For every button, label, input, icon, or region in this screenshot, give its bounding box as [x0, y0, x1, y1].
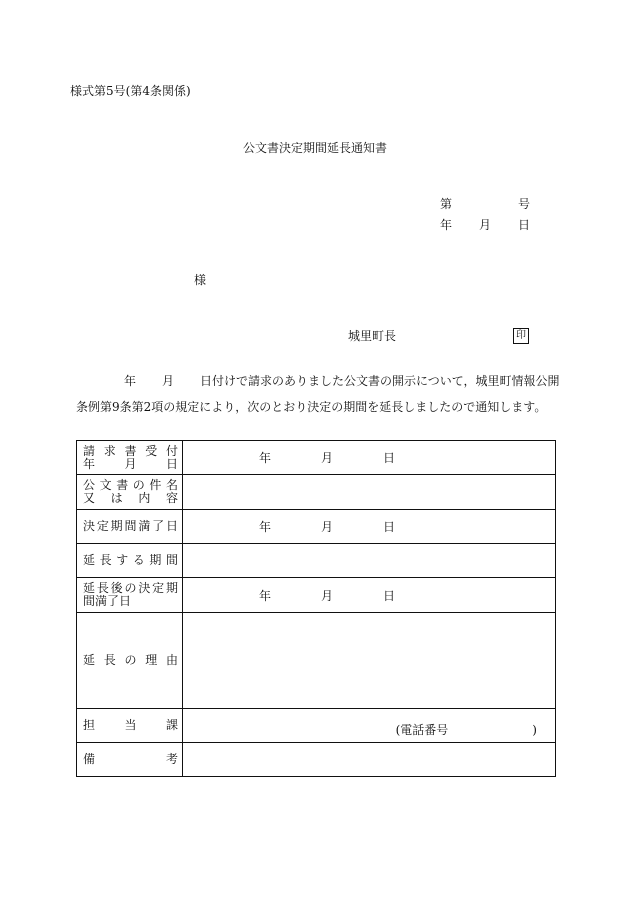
seal-mark: 印 — [513, 328, 529, 344]
body-line1-text: 日付けで請求のありました公文書の開示について，城里町情報公開 — [200, 374, 560, 388]
label-decision-deadline: 決 定 期 間 満 了 日 — [77, 510, 183, 544]
table-row — [77, 441, 556, 475]
label-extended-deadline: 延 長 後 の 決 定 期 間満了日 — [77, 578, 183, 613]
sender-name: 城里町長 — [348, 329, 397, 343]
label-request-received-date: 請 求 書 受 付 年 月 日 — [77, 441, 183, 475]
issue-month: 月 — [478, 218, 491, 232]
table-row — [77, 613, 556, 709]
addressee-honorific: 様 — [194, 273, 207, 287]
body-text-line-2: 条例第9条第2項の規定により，次のとおり決定の期間を延長しましたので通知します。 — [76, 400, 547, 414]
number-suffix: 号 — [517, 197, 530, 211]
label-extension-reason: 延 長 の 理 由 — [77, 613, 183, 709]
value-document-subject — [183, 475, 556, 510]
table-row — [77, 709, 556, 743]
value-extension-reason — [183, 613, 556, 709]
issue-date-line — [440, 219, 530, 231]
table-row — [77, 544, 556, 578]
value-remarks — [183, 743, 556, 777]
table-row — [77, 743, 556, 777]
label-document-subject: 公 文 書 の 件 名 又 は 内 容 — [77, 475, 183, 510]
label-extension-period: 延 長 す る 期 間 — [77, 544, 183, 578]
value-decision-deadline: 年 月 日 — [183, 510, 556, 544]
body-text-line-1 — [124, 375, 560, 387]
issue-day: 日 — [517, 218, 530, 232]
issue-year: 年 — [440, 218, 453, 232]
value-request-received-date: 年 月 日 — [183, 441, 556, 475]
table-row — [77, 578, 556, 613]
label-department: 担 当 課 — [77, 709, 183, 743]
notice-form-table — [76, 440, 556, 777]
value-extended-deadline: 年 月 日 — [183, 578, 556, 613]
form-number: 様式第5号(第4条関係) — [70, 84, 191, 98]
body-year: 年 — [124, 374, 137, 388]
number-prefix: 第 — [440, 197, 453, 211]
table-row — [77, 475, 556, 510]
document-number-line — [440, 198, 530, 210]
document-title: 公文書決定期間延長通知書 — [242, 141, 387, 155]
table-row — [77, 510, 556, 544]
label-remarks: 備 考 — [77, 743, 183, 777]
value-extension-period — [183, 544, 556, 578]
body-month: 月 — [162, 374, 175, 388]
value-department-phone: (電話番号 ) — [183, 709, 556, 743]
